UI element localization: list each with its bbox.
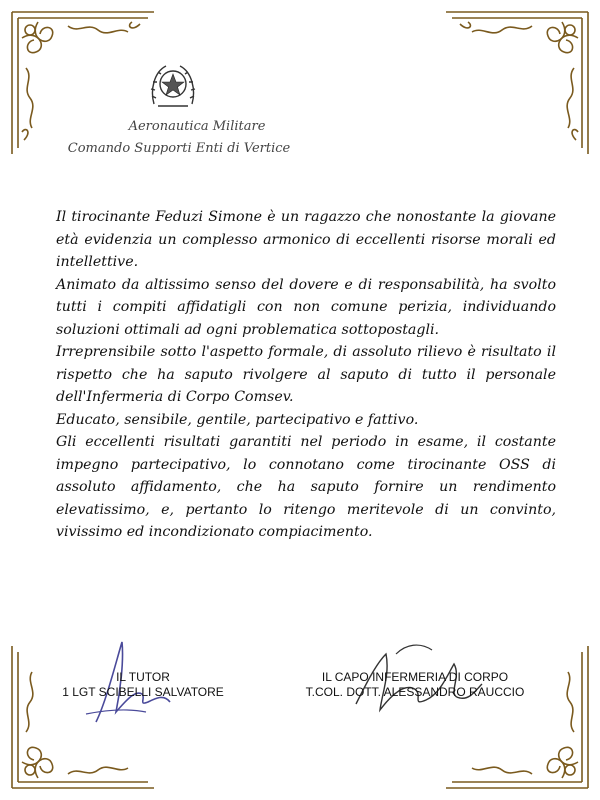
org-line-1: Aeronautica Militare: [128, 119, 266, 134]
signature-role: IL TUTOR: [116, 670, 170, 684]
signature-name: T.COL. DOTT. ALESSANDRO RAUCCIO: [305, 685, 525, 699]
body-paragraph: Irreprensibile sotto l'aspetto formale, di assoluto rilievo è risultato il rispetto che ha saputo rivolgere al saputo di tutto il personale dell'Infermeria di Corpo Comsev.: [56, 344, 556, 405]
body-paragraph: Gli eccellenti risultati garantiti nel periodo in esame, il costante impegno partecipativo, lo connotano come tirocinante OSS di assoluto affidamento, che ha saputo fornire un rendimento elevatissimo, e, pertanto lo ritengo meritevole di un convinto, vivissimo ed incondizionato compiacimento.: [56, 434, 556, 540]
body-paragraph: Educato, sensibile, gentile, partecipativo e fattivo.: [56, 411, 419, 428]
body-paragraph: Il tirocinante Feduzi Simone è un ragazzo che nonostante la giovane età evidenzia un complesso armonico di eccellenti risorse morali ed intellettive.: [56, 209, 556, 270]
italian-republic-emblem-icon: [148, 60, 198, 112]
signature-block-chief: [290, 670, 540, 700]
signature-name: 1 LGT SCIBELLI SALVATORE: [62, 685, 224, 699]
signature-role: IL CAPO INFERMERIA DI CORPO: [321, 670, 509, 684]
certificate-body: [56, 206, 556, 544]
org-line-2: Comando Supporti Enti di Vertice: [67, 141, 291, 156]
corner-ornament-top-right: [442, 8, 592, 158]
body-paragraph: Animato da altissimo senso del dovere e di responsabilità, ha svolto tutti i compiti affidatigli con non comune perizia, individuando soluzioni ottimali ad ogni problematica sottopostagli.: [56, 276, 556, 338]
ornament-icon: [442, 8, 592, 158]
signature-block-tutor: [48, 670, 238, 700]
organization-header: [64, 116, 294, 160]
